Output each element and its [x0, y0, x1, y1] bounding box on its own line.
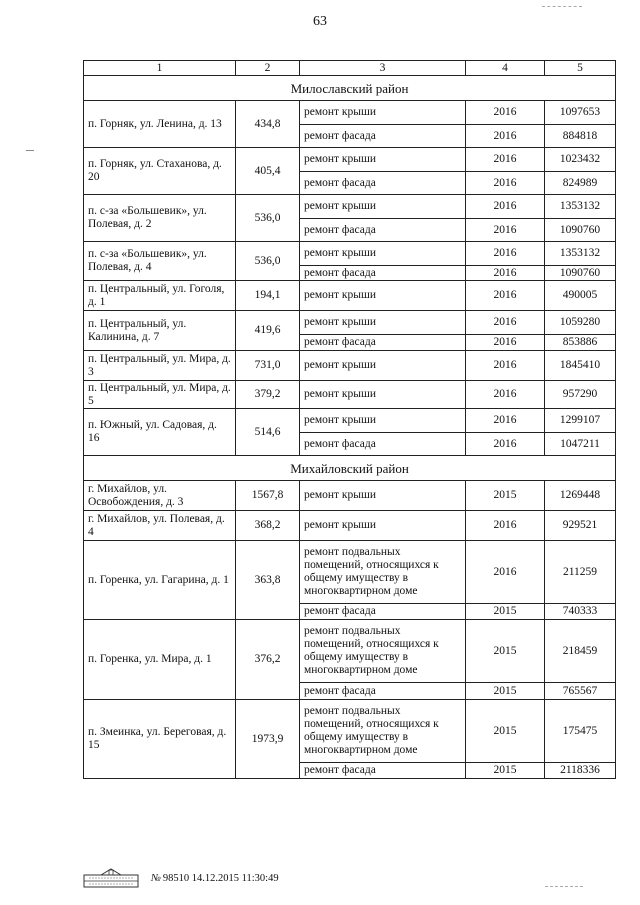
doc-number: 98510	[162, 872, 190, 884]
work-cell: ремонт фасада	[300, 604, 466, 620]
area-cell: 536,0	[236, 195, 300, 242]
table-row	[84, 409, 616, 433]
page-number: 63	[313, 14, 327, 29]
registry-stamp-icon	[83, 867, 139, 889]
year-cell: 2016	[466, 266, 545, 281]
work-cell: ремонт крыши	[300, 511, 466, 541]
work-cell: ремонт фасада	[300, 266, 466, 281]
address-cell: п. Горняк, ул. Ленина, д. 13	[84, 101, 236, 148]
cost-cell: 490005	[545, 281, 616, 311]
table-row	[84, 700, 616, 763]
area-cell: 419,6	[236, 311, 300, 351]
address-cell: г. Михайлов, ул. Полевая, д. 4	[84, 511, 236, 541]
year-cell: 2016	[466, 409, 545, 433]
area-cell: 363,8	[236, 541, 300, 620]
year-cell: 2016	[466, 311, 545, 335]
cost-cell: 1845410	[545, 351, 616, 381]
area-cell: 376,2	[236, 620, 300, 700]
header-cell: 3	[300, 61, 466, 76]
work-cell: ремонт фасада	[300, 219, 466, 242]
header-cell: 2	[236, 61, 300, 76]
work-cell: ремонт фасада	[300, 125, 466, 148]
cost-cell: 1269448	[545, 481, 616, 511]
year-cell: 2016	[466, 511, 545, 541]
work-cell: ремонт крыши	[300, 195, 466, 219]
area-cell: 368,2	[236, 511, 300, 541]
cost-cell: 1090760	[545, 219, 616, 242]
cost-cell: 175475	[545, 700, 616, 763]
area-cell: 434,8	[236, 101, 300, 148]
work-cell: ремонт фасада	[300, 172, 466, 195]
scan-mark	[542, 6, 582, 7]
repair-schedule-table	[83, 60, 616, 779]
year-cell: 2016	[466, 125, 545, 148]
year-cell: 2016	[466, 148, 545, 172]
cost-cell: 740333	[545, 604, 616, 620]
header-cell: 1	[84, 61, 236, 76]
cost-cell: 1059280	[545, 311, 616, 335]
work-cell: ремонт крыши	[300, 381, 466, 409]
work-cell: ремонт крыши	[300, 311, 466, 335]
section-title: Михайловский район	[84, 456, 616, 481]
doc-timestamp: 14.12.2015 11:30:49	[191, 872, 279, 884]
year-cell: 2015	[466, 481, 545, 511]
cost-cell: 1023432	[545, 148, 616, 172]
area-cell: 1567,8	[236, 481, 300, 511]
cost-cell: 1353132	[545, 195, 616, 219]
header-cell: 5	[545, 61, 616, 76]
cost-cell: 1353132	[545, 242, 616, 266]
work-cell: ремонт крыши	[300, 409, 466, 433]
section-title: Милославский район	[84, 76, 616, 101]
table-row	[84, 148, 616, 172]
year-cell: 2015	[466, 700, 545, 763]
work-cell: ремонт фасада	[300, 763, 466, 779]
work-cell: ремонт фасада	[300, 683, 466, 700]
work-cell: ремонт крыши	[300, 351, 466, 381]
address-cell: п. Горенка, ул. Гагарина, д. 1	[84, 541, 236, 620]
cost-cell: 211259	[545, 541, 616, 604]
address-cell: п. Южный, ул. Садовая, д. 16	[84, 409, 236, 456]
cost-cell: 957290	[545, 381, 616, 409]
work-cell: ремонт крыши	[300, 281, 466, 311]
table-row	[84, 311, 616, 335]
scan-mark	[545, 886, 583, 887]
table-row	[84, 620, 616, 683]
doc-number-sign: №	[151, 872, 161, 884]
work-cell: ремонт крыши	[300, 101, 466, 125]
cost-cell: 1047211	[545, 433, 616, 456]
scan-mark	[26, 150, 34, 151]
address-cell: п. Центральный, ул. Мира, д. 5	[84, 381, 236, 409]
year-cell: 2016	[466, 381, 545, 409]
cost-cell: 824989	[545, 172, 616, 195]
work-cell: ремонт подвальных помещений, относящихся к общему имуществу в многоквартирном доме	[300, 700, 466, 763]
table-row	[84, 195, 616, 219]
year-cell: 2016	[466, 242, 545, 266]
address-cell: г. Михайлов, ул. Освобождения, д. 3	[84, 481, 236, 511]
table-row	[84, 281, 616, 311]
area-cell: 1973,9	[236, 700, 300, 779]
footer	[83, 866, 279, 890]
section-row	[84, 456, 616, 481]
area-cell: 405,4	[236, 148, 300, 195]
year-cell: 2016	[466, 101, 545, 125]
year-cell: 2016	[466, 172, 545, 195]
year-cell: 2016	[466, 351, 545, 381]
year-cell: 2016	[466, 335, 545, 351]
table-row	[84, 351, 616, 381]
table-row	[84, 381, 616, 409]
header-cell: 4	[466, 61, 545, 76]
area-cell: 379,2	[236, 381, 300, 409]
table-row	[84, 541, 616, 604]
cost-cell: 1090760	[545, 266, 616, 281]
work-cell: ремонт крыши	[300, 148, 466, 172]
cost-cell: 765567	[545, 683, 616, 700]
address-cell: п. с-за «Большевик», ул. Полевая, д. 4	[84, 242, 236, 281]
address-cell: п. Змеинка, ул. Береговая, д. 15	[84, 700, 236, 779]
table-row	[84, 101, 616, 125]
table-row	[84, 511, 616, 541]
address-cell: п. с-за «Большевик», ул. Полевая, д. 2	[84, 195, 236, 242]
year-cell: 2015	[466, 683, 545, 700]
year-cell: 2015	[466, 763, 545, 779]
year-cell: 2016	[466, 433, 545, 456]
year-cell: 2016	[466, 281, 545, 311]
area-cell: 731,0	[236, 351, 300, 381]
work-cell: ремонт фасада	[300, 335, 466, 351]
area-cell: 514,6	[236, 409, 300, 456]
cost-cell: 2118336	[545, 763, 616, 779]
cost-cell: 884818	[545, 125, 616, 148]
year-cell: 2016	[466, 219, 545, 242]
section-row	[84, 76, 616, 101]
cost-cell: 929521	[545, 511, 616, 541]
year-cell: 2015	[466, 604, 545, 620]
table-row	[84, 242, 616, 266]
area-cell: 194,1	[236, 281, 300, 311]
work-cell: ремонт крыши	[300, 481, 466, 511]
address-cell: п. Центральный, ул. Калинина, д. 7	[84, 311, 236, 351]
year-cell: 2015	[466, 620, 545, 683]
work-cell: ремонт подвальных помещений, относящихся к общему имуществу в многоквартирном доме	[300, 620, 466, 683]
address-cell: п. Центральный, ул. Гоголя, д. 1	[84, 281, 236, 311]
header-row	[84, 61, 616, 76]
cost-cell: 1097653	[545, 101, 616, 125]
area-cell: 536,0	[236, 242, 300, 281]
table-row	[84, 481, 616, 511]
year-cell: 2016	[466, 195, 545, 219]
work-cell: ремонт крыши	[300, 242, 466, 266]
cost-cell: 1299107	[545, 409, 616, 433]
address-cell: п. Горняк, ул. Стаханова, д. 20	[84, 148, 236, 195]
work-cell: ремонт подвальных помещений, относящихся к общему имуществу в многоквартирном доме	[300, 541, 466, 604]
address-cell: п. Горенка, ул. Мира, д. 1	[84, 620, 236, 700]
address-cell: п. Центральный, ул. Мира, д. 3	[84, 351, 236, 381]
work-cell: ремонт фасада	[300, 433, 466, 456]
cost-cell: 853886	[545, 335, 616, 351]
year-cell: 2016	[466, 541, 545, 604]
cost-cell: 218459	[545, 620, 616, 683]
